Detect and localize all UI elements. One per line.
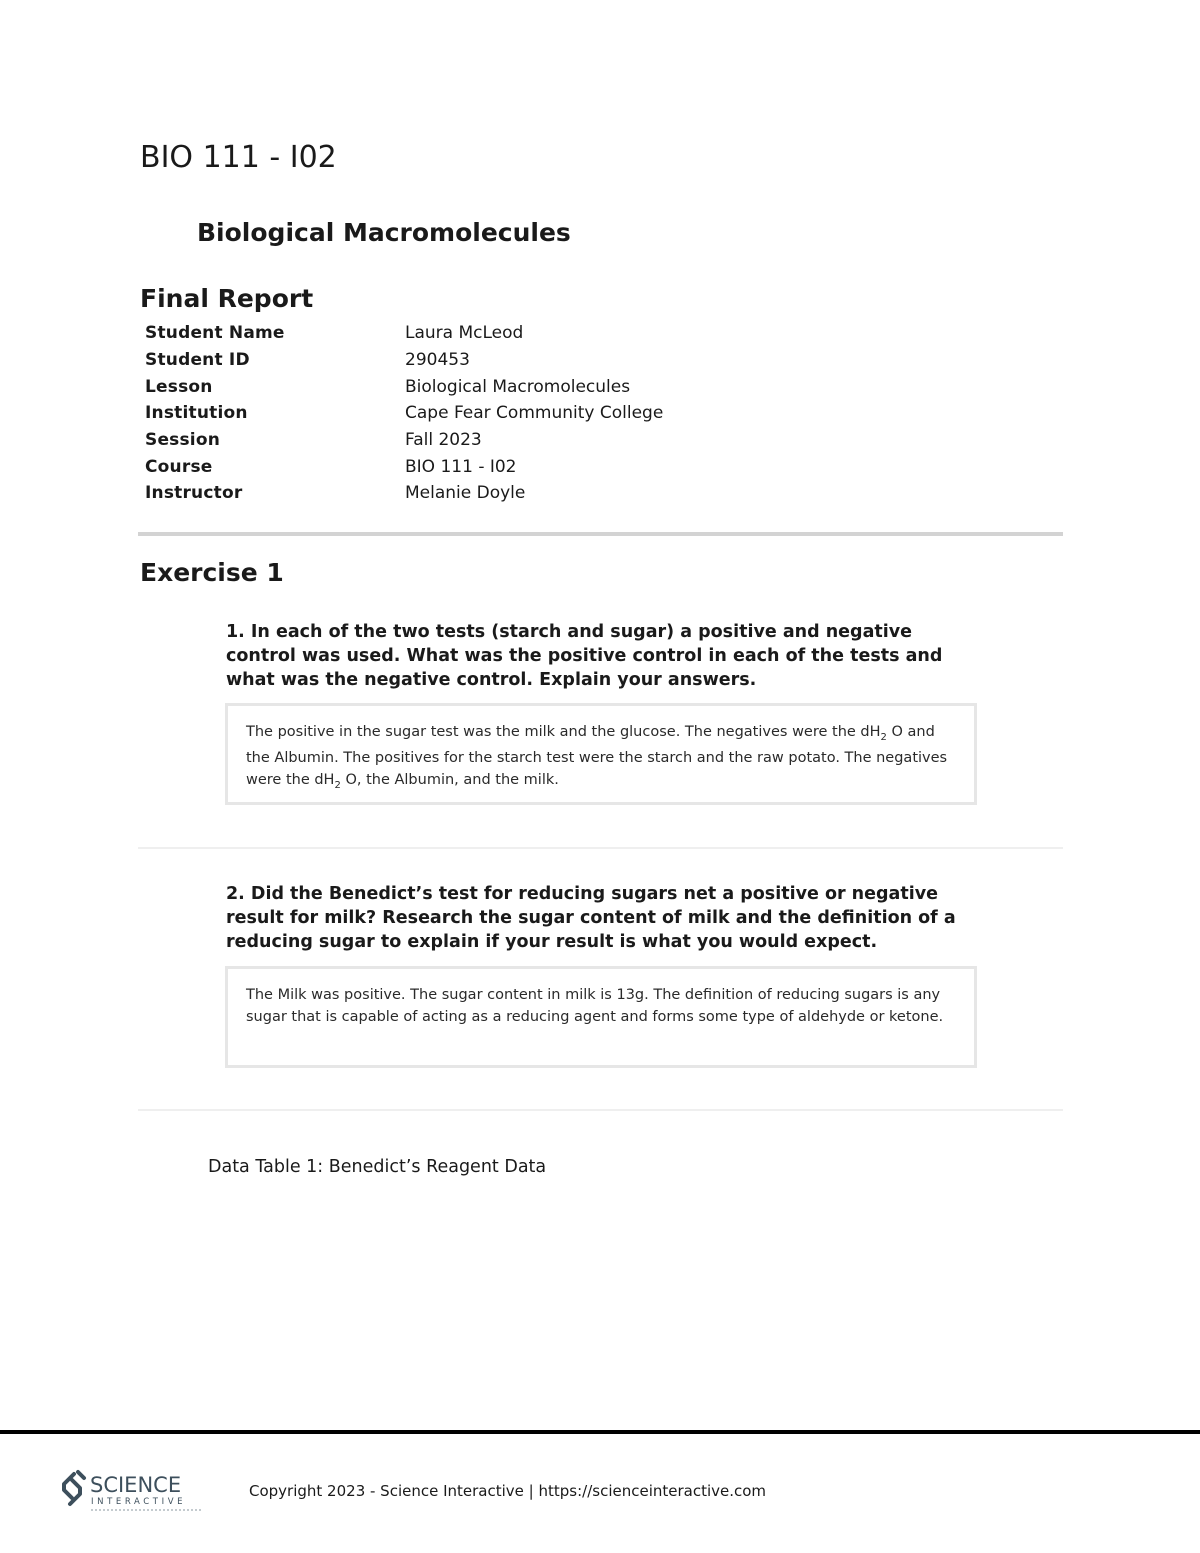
info-row-instructor <box>145 480 745 507</box>
info-label: Student ID <box>145 350 250 371</box>
info-row-lesson <box>145 373 745 400</box>
info-value: BIO 111 - I02 <box>405 456 517 477</box>
footer-copyright: Copyright 2023 - Science Interactive | https://scienceinteractive.com <box>249 1482 767 1500</box>
question-divider <box>138 1109 1063 1111</box>
logo-text-top: SCIENCE <box>90 1473 182 1497</box>
answer-1 <box>225 703 977 805</box>
info-label: Course <box>145 456 213 477</box>
answer-2: The Milk was positive. The sugar content in milk is 13g. The definition of reducing sugars is any sugar that is capable of acting as a reducing agent and forms some type of aldehyde or ketone. <box>225 966 977 1068</box>
info-label: Instructor <box>145 483 243 504</box>
logo-text-bottom: INTERACTIVE <box>91 1497 187 1507</box>
info-label: Student Name <box>145 323 285 344</box>
data-table-caption: Data Table 1: Benedict’s Reagent Data <box>208 1157 547 1177</box>
science-interactive-logo-mark <box>58 1468 208 1516</box>
info-value: 290453 <box>405 350 470 371</box>
report-title: Final Report <box>140 284 314 313</box>
answer-1-text-part1: The positive in the sugar test was the milk and the glucose. The negatives were the dH <box>246 724 881 740</box>
info-label: Lesson <box>145 376 213 397</box>
footer-divider <box>0 1430 1200 1434</box>
info-value: Melanie Doyle <box>405 483 526 504</box>
exercise-title: Exercise 1 <box>140 558 284 587</box>
info-value: Cape Fear Community College <box>405 403 664 424</box>
answer-1-text-part3: O, the Albumin, and the milk. <box>340 771 559 788</box>
info-row-student-name <box>145 320 745 347</box>
info-value: Biological Macromolecules <box>405 376 631 397</box>
info-row-student-id <box>145 347 745 374</box>
answer-1-subscript-2: 2 <box>334 779 341 791</box>
info-row-session <box>145 427 745 454</box>
question-divider <box>138 847 1063 849</box>
science-interactive-logo <box>58 1468 208 1516</box>
info-label: Session <box>145 430 221 451</box>
student-info-table <box>145 320 745 507</box>
info-value: Laura McLeod <box>405 323 524 344</box>
info-row-institution <box>145 400 745 427</box>
lesson-title: Biological Macromolecules <box>197 218 571 247</box>
question-2: 2. Did the Benedict’s test for reducing sugars net a positive or negative result for milk? Research the sugar content of milk and the definition of a reducing sugar to explain if your result is what you would expect. <box>226 884 956 952</box>
question-1: 1. In each of the two tests (starch and sugar) a positive and negative control was used. What was the positive control in each of the tests and what was the negative control. Explain your answers. <box>226 622 943 690</box>
info-value: Fall 2023 <box>405 430 482 451</box>
course-title: BIO 111 - I02 <box>140 140 337 175</box>
answer-1-text-part2: O and the Albumin. The positives for the starch test were the starch and the raw potato. The negatives were the dH <box>246 724 948 788</box>
info-label: Institution <box>145 403 248 424</box>
info-row-course <box>145 453 745 480</box>
section-divider <box>138 532 1063 536</box>
answer-1-subscript-1: 2 <box>880 731 887 743</box>
